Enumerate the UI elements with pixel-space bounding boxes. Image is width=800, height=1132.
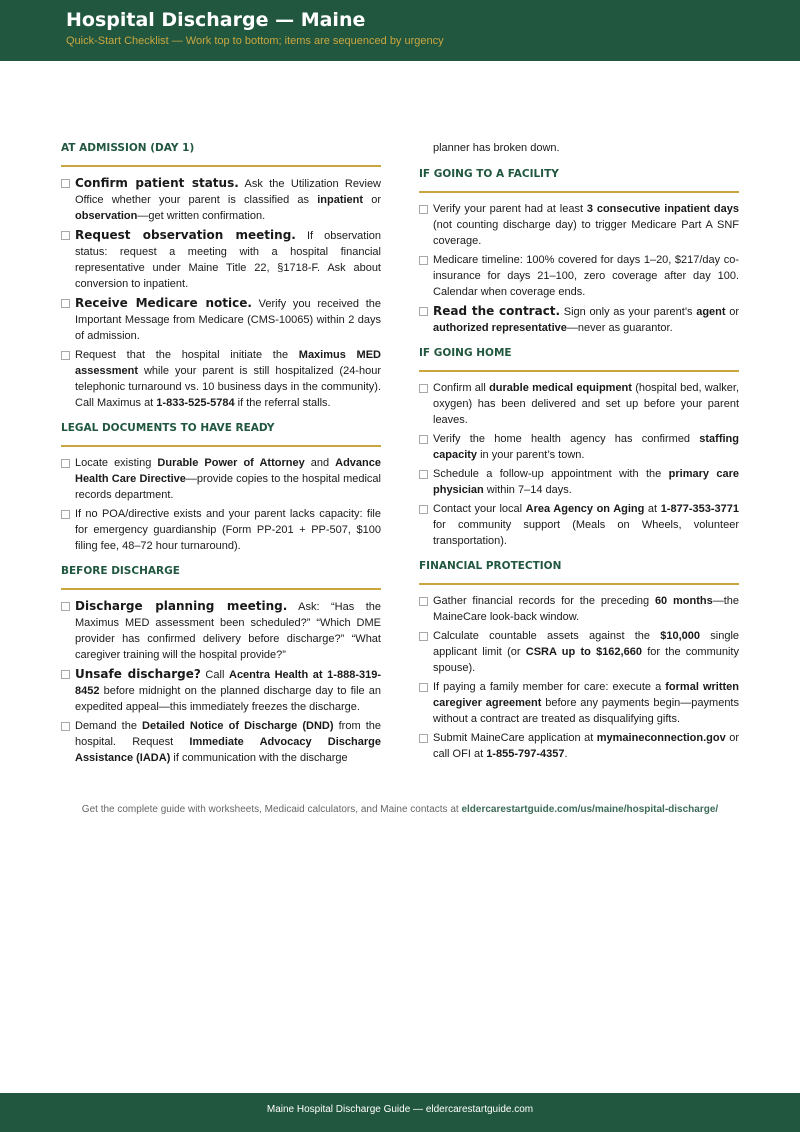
section-heading-facility: IF GOING TO A FACILITY bbox=[419, 166, 739, 193]
checkbox[interactable] bbox=[61, 602, 70, 611]
checklist-item: Verify your parent had at least 3 consecutive inpatient days (not counting discharge day) to trigger Medicare Part A SNF coverage. bbox=[419, 201, 739, 249]
checkbox[interactable] bbox=[61, 299, 70, 308]
section-heading-financial: FINANCIAL PROTECTION bbox=[419, 558, 739, 585]
page-title: Hospital Discharge — Maine bbox=[66, 9, 366, 31]
section-heading-admission: AT ADMISSION (DAY 1) bbox=[61, 140, 381, 167]
checkbox[interactable] bbox=[419, 256, 428, 265]
checkbox[interactable] bbox=[419, 384, 428, 393]
guide-link[interactable]: eldercarestartguide.com/us/maine/hospital-discharge/ bbox=[461, 804, 719, 815]
checklist-item: Submit MaineCare application at mymaineconnection.gov or call OFI at 1-855-797-4357. bbox=[419, 730, 739, 762]
checklist-item: Receive Medicare notice. Verify you received the Important Message from Medicare (CMS-10065) within 2 days of admission. bbox=[61, 295, 381, 344]
checkbox[interactable] bbox=[419, 632, 428, 641]
footer-note: Get the complete guide with worksheets, Medicaid calculators, and Maine contacts at eldercarestartguide.com/us/maine/hospital-discharge/ bbox=[81, 804, 719, 815]
page-subtitle: Quick-Start Checklist — Work top to bottom; items are sequenced by urgency bbox=[66, 35, 444, 47]
checkbox[interactable] bbox=[61, 231, 70, 240]
checkbox[interactable] bbox=[61, 179, 70, 188]
checklist-item: Confirm all durable medical equipment (hospital bed, walker, oxygen) has been delivered and set up before your parent leaves. bbox=[419, 380, 739, 428]
checklist-item: Contact your local Area Agency on Aging at 1-877-353-3771 for community support (Meals on Wheels, volunteer transportation). bbox=[419, 501, 739, 549]
right-column bbox=[419, 140, 739, 765]
section-heading-legal: LEGAL DOCUMENTS TO HAVE READY bbox=[61, 420, 381, 447]
checklist-item: Unsafe discharge? Call Acentra Health at 1-888-319-8452 before midnight on the planned discharge day to file an expedited appeal—this immediately freezes the discharge. bbox=[61, 666, 381, 715]
checklist-item: Gather financial records for the preceding 60 months—the MaineCare look-back window. bbox=[419, 593, 739, 625]
checkbox[interactable] bbox=[61, 510, 70, 519]
checkbox[interactable] bbox=[419, 307, 428, 316]
checkbox[interactable] bbox=[419, 734, 428, 743]
checklist-item: If no POA/directive exists and your parent lacks capacity: file for emergency guardianship (Form PP-201 + PP-507, $100 filing fee, 48–72 hour turnaround). bbox=[61, 506, 381, 554]
checklist-item: Calculate countable assets against the $10,000 single applicant limit (or CSRA up to $162,660 for the community spouse). bbox=[419, 628, 739, 676]
checklist-item: Discharge planning meeting. Ask: “Has the Maximus MED assessment been scheduled?” “Which DME provider has confirmed delivery before discharge?” “What caregiver training will the hospital provide?” bbox=[61, 598, 381, 663]
checkbox[interactable] bbox=[61, 722, 70, 731]
checkbox[interactable] bbox=[419, 597, 428, 606]
checklist-item: Medicare timeline: 100% covered for days 1–20, $217/day co-insurance for days 21–100, zero coverage after day 100. Calendar when coverage ends. bbox=[419, 252, 739, 300]
checklist-item: Verify the home health agency has confirmed staffing capacity in your parent’s town. bbox=[419, 431, 739, 463]
checklist-item: Read the contract. Sign only as your parent’s agent or authorized representative—never as guarantor. bbox=[419, 303, 739, 336]
checkbox[interactable] bbox=[61, 670, 70, 679]
checklist-item: Demand the Detailed Notice of Discharge (DND) from the hospital. Request Immediate Advocacy Discharge Assistance (IADA) if communication with the discharge bbox=[61, 718, 381, 766]
checklist-item: Request that the hospital initiate the Maximus MED assessment while your parent is still hospitalized (24-hour telephonic turnaround vs. 10 business days in the community). Call Maximus at 1-833-525-5784 if the referral stalls. bbox=[61, 347, 381, 411]
checkbox[interactable] bbox=[61, 459, 70, 468]
checkbox[interactable] bbox=[419, 470, 428, 479]
left-column bbox=[61, 140, 381, 769]
checklist-item: Request observation meeting. If observation status: request a meeting with a hospital financial representative under Maine Title 22, §1718-F. Ask about conversion to inpatient. bbox=[61, 227, 381, 292]
checkbox[interactable] bbox=[419, 435, 428, 444]
checkbox[interactable] bbox=[61, 351, 70, 360]
checklist-item: Locate existing Durable Power of Attorney and Advance Health Care Directive—provide copies to the hospital medical records department. bbox=[61, 455, 381, 503]
checkbox[interactable] bbox=[419, 505, 428, 514]
page-header bbox=[0, 0, 800, 61]
continued-text: planner has broken down. bbox=[433, 142, 560, 154]
checklist-item: Confirm patient status. Ask the Utilization Review Office whether your parent is classified as inpatient or observation—get written confirmation. bbox=[61, 175, 381, 224]
footer-bar: Maine Hospital Discharge Guide — eldercarestartguide.com bbox=[0, 1093, 800, 1132]
checkbox[interactable] bbox=[419, 205, 428, 214]
section-heading-home: IF GOING HOME bbox=[419, 345, 739, 372]
checklist-item: Schedule a follow-up appointment with the primary care physician within 7–14 days. bbox=[419, 466, 739, 498]
checklist-item: If paying a family member for care: execute a formal written caregiver agreement before any payments begin—payments without a contract are treated as disqualifying gifts. bbox=[419, 679, 739, 727]
checkbox[interactable] bbox=[419, 683, 428, 692]
section-heading-before-discharge: BEFORE DISCHARGE bbox=[61, 563, 381, 590]
